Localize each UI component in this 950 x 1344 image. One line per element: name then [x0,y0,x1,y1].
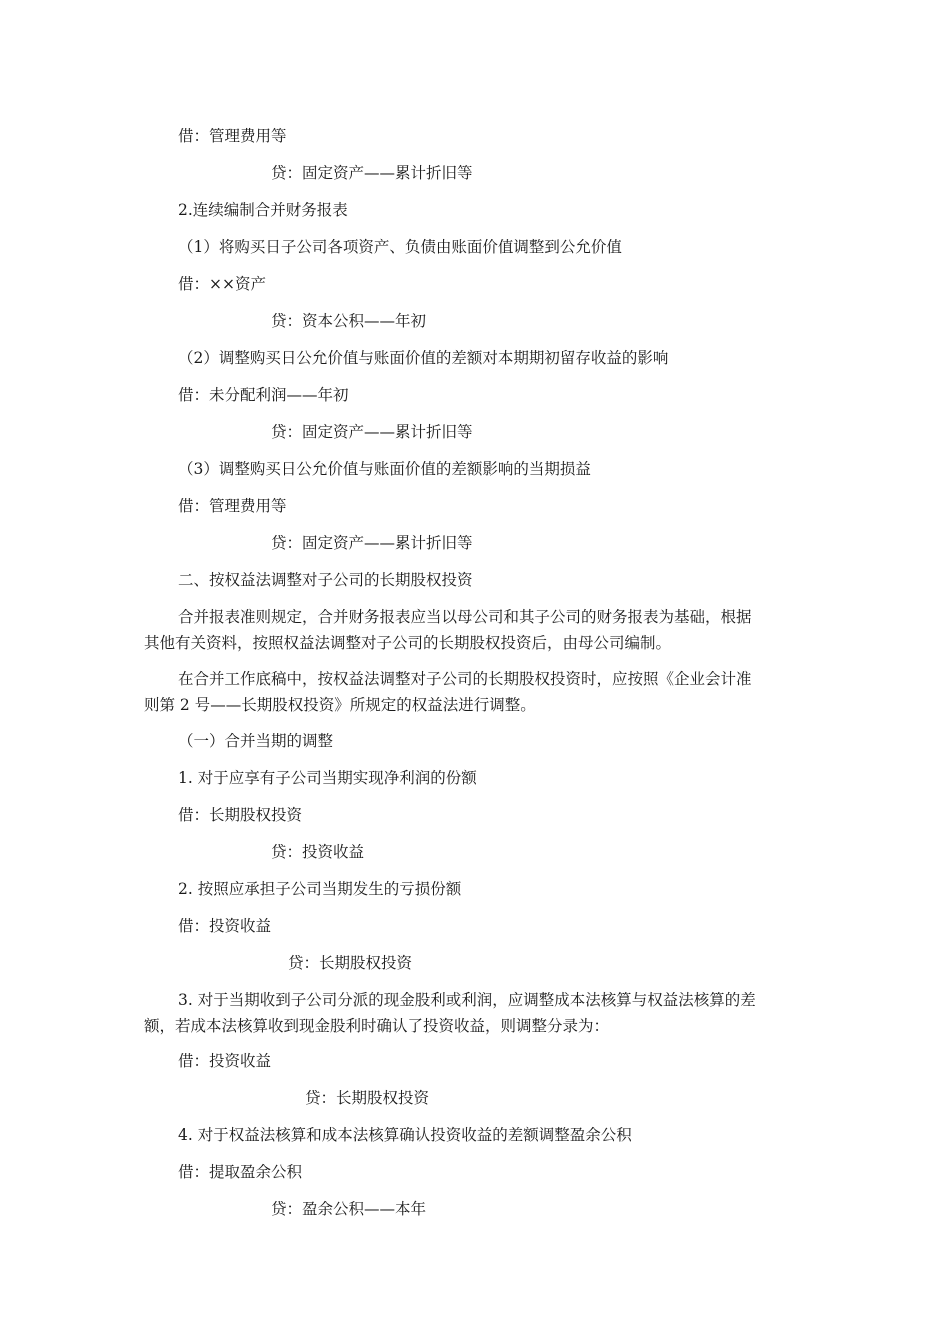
journal-debit-line: 借：长期股权投资 [178,806,303,824]
body-paragraph-line: 其他有关资料，按照权益法调整对子公司的长期股权投资后，由母公司编制。 [144,634,672,652]
step-heading: （1）将购买日子公司各项资产、负债由账面价值调整到公允价值 [178,238,622,256]
journal-credit-line: 贷：资本公积——年初 [271,312,427,330]
journal-debit-line: 借：投资收益 [178,917,272,935]
step-heading: 4. 对于权益法核算和成本法核算确认投资收益的差额调整盈余公积 [178,1126,632,1144]
journal-credit-line: 贷：固定资产——累计折旧等 [271,534,473,552]
journal-credit-line: 贷：投资收益 [271,843,365,861]
journal-credit-line: 贷：长期股权投资 [305,1089,430,1107]
step-heading: 2. 按照应承担子公司当期发生的亏损份额 [178,880,462,898]
journal-credit-line: 贷：长期股权投资 [288,954,413,972]
step-heading: 1. 对于应享有子公司当期实现净利润的份额 [178,769,477,787]
body-paragraph-line: 则第 2 号——长期股权投资》所规定的权益法进行调整。 [144,696,536,714]
step-heading: 3. 对于当期收到子公司分派的现金股利或利润，应调整成本法核算与权益法核算的差 [178,991,756,1009]
step-heading: （3）调整购买日公允价值与账面价值的差额影响的当期损益 [178,460,591,478]
chapter-heading: 二、按权益法调整对子公司的长期股权投资 [178,571,473,589]
journal-credit-line: 贷：盈余公积——本年 [271,1200,427,1218]
body-paragraph-line: 额，若成本法核算收到现金股利时确认了投资收益，则调整分录为： [144,1017,610,1035]
body-paragraph-line: 合并报表准则规定，合并财务报表应当以母公司和其子公司的财务报表为基础，根据 [178,608,752,626]
section-heading: 2.连续编制合并财务报表 [178,201,348,219]
journal-debit-line: 借：管理费用等 [178,497,287,515]
step-heading: （2）调整购买日公允价值与账面价值的差额对本期期初留存收益的影响 [178,349,669,367]
body-paragraph-line: 在合并工作底稿中，按权益法调整对子公司的长期股权投资时，应按照《企业会计准 [178,670,752,688]
journal-debit-line: 借：管理费用等 [178,127,287,145]
journal-debit-line: 借：提取盈余公积 [178,1163,303,1181]
journal-credit-line: 贷：固定资产——累计折旧等 [271,423,473,441]
journal-debit-line: 借：投资收益 [178,1052,272,1070]
journal-debit-line: 借：××资产 [178,275,266,293]
journal-credit-line: 贷：固定资产——累计折旧等 [271,164,473,182]
journal-debit-line: 借：未分配利润——年初 [178,386,349,404]
subsection-heading: （一）合并当期的调整 [178,732,334,750]
